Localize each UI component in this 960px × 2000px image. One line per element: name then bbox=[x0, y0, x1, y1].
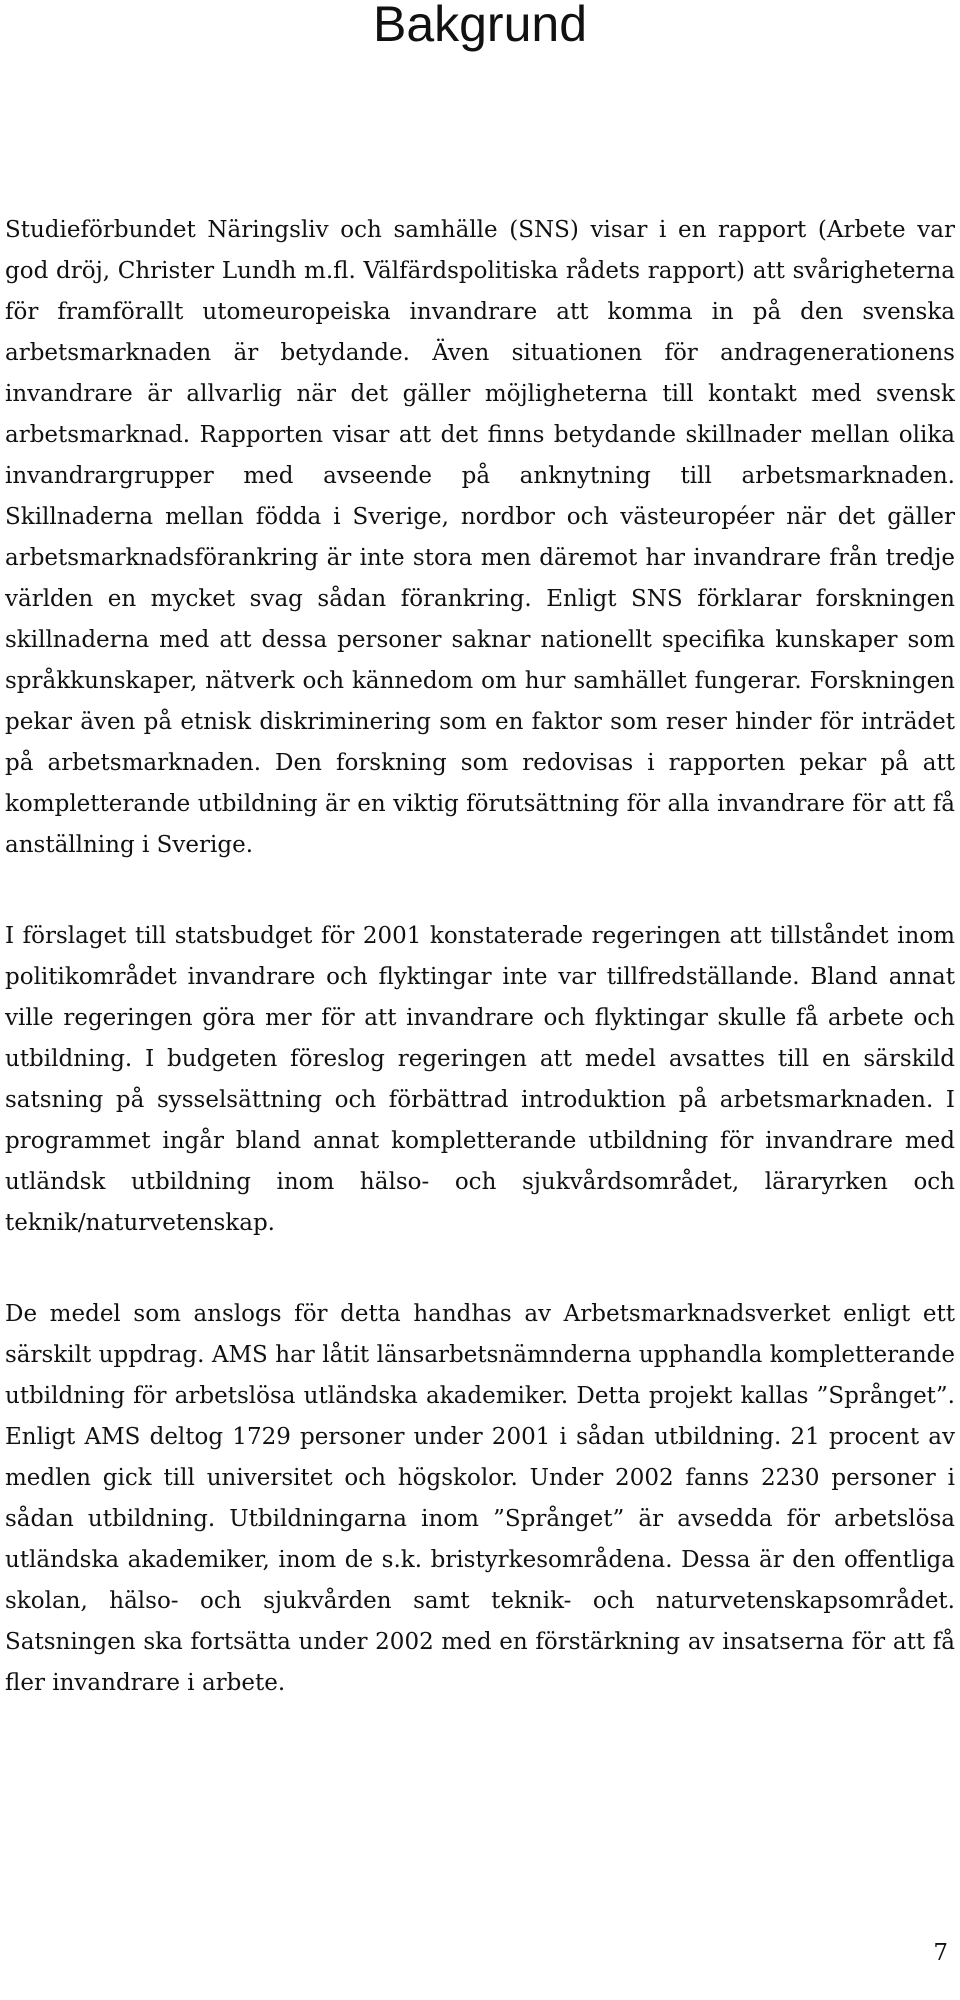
paragraph-state-budget-2001: I förslaget till statsbudget för 2001 konstaterade regeringen att tillståndet inom politikområdet invandrare och flyktingar inte var tillfredställande. Bland annat ville regeringen göra mer för att invandrare och flyktingar skulle få arbete och utbildning. I budgeten föreslog regeringen att medel avsattes till en särskild satsning på sysselsättning och förbättrad introduktion på arbetsmarknaden. I programmet ingår bland annat kompletterande utbildning för invandrare med utländsk utbildning inom hälso- och sjukvårdsområdet, läraryrken och teknik/naturvetenskap. bbox=[5, 923, 955, 1236]
body-text bbox=[5, 210, 955, 1754]
paragraph-spranget-project: De medel som anslogs för detta handhas av Arbetsmarknadsverket enligt ett särskilt uppdrag. AMS har låtit länsarbetsnämnderna upphandla kompletterande utbildning för arbetslösa utländska akademiker. Detta projekt kallas ”Språnget”. Enligt AMS deltog 1729 personer under 2001 i sådan utbildning. 21 procent av medlen gick till universitet och högskolor. Under 2002 fanns 2230 personer i sådan utbildning. Utbildningarna inom ”Språnget” är avsedda för arbetslösa utländska akademiker, inom de s.k. bristyrkesområdena. Dessa är den offentliga skolan, hälso- och sjukvården samt teknik- och naturvetenskapsområdet. Satsningen ska fortsätta under 2002 med en förstärkning av insatserna för att få fler invandrare i arbete. bbox=[5, 1301, 955, 1696]
page-number: 7 bbox=[933, 1940, 948, 1966]
page-heading: Bakgrund bbox=[372, 0, 588, 52]
paragraph-sns-report: Studieförbundet Näringsliv och samhälle (SNS) visar i en rapport (Arbete var god dröj, Christer Lundh m.fl. Välfärdspolitiska rådets rapport) att svårigheterna för framförallt utomeuropeiska invandrare att komma in på den svenska arbetsmarknaden är betydande. Även situationen för andragenerationens invandrare är allvarlig när det gäller möjligheterna till kontakt med svensk arbetsmarknad. Rapporten visar att det finns betydande skillnader mellan olika invandrargrupper med avseende på anknytning till arbetsmarknaden. Skillnaderna mellan födda i Sverige, nordbor och västeuropéer när det gäller arbetsmarknadsförankring är inte stora men däremot har invandrare från tredje världen en mycket svag sådan förankring. Enligt SNS förklarar forskningen skillnaderna med att dessa personer saknar nationellt specifika kunskaper som språkkunskaper, nätverk och kännedom om hur samhället fungerar. Forskningen pekar även på etnisk diskriminering som en faktor som reser hinder för inträdet på arbetsmarknaden. Den forskning som redovisas i rapporten pekar på att kompletterande utbildning är en viktig förutsättning för alla invandrare för att få anställning i Sverige. bbox=[5, 217, 955, 858]
